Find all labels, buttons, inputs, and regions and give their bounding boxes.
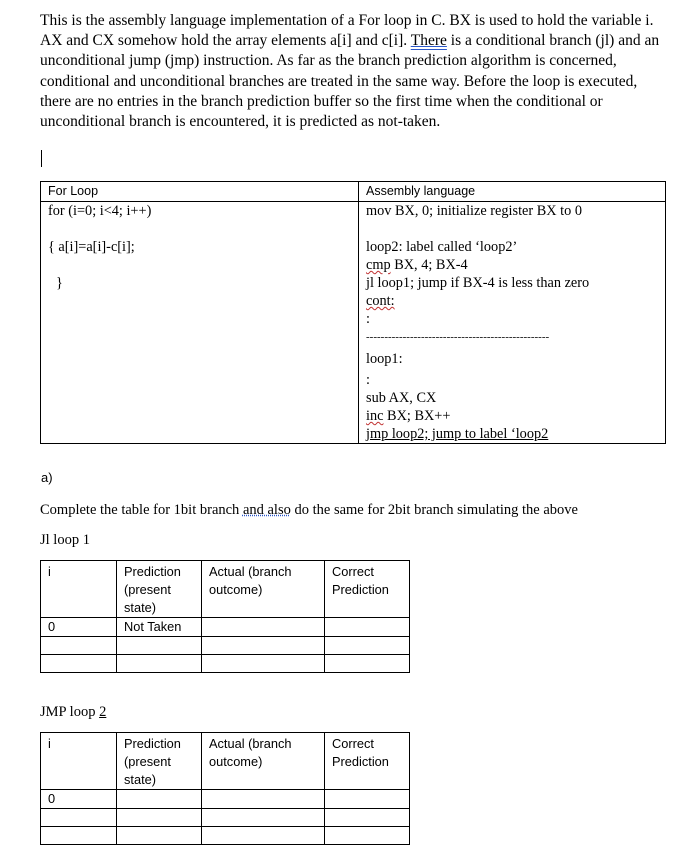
asm-line-jmp: jmp loop2; jump to label ‘loop2: [366, 426, 549, 442]
table2-cell[interactable]: 0: [41, 790, 117, 809]
code-table: [40, 181, 666, 444]
table-row: [41, 655, 410, 673]
instruction-text-underlined: and also: [242, 502, 291, 518]
asm-line-jl: jl loop1; jump if BX-4 is less than zero: [366, 275, 590, 291]
table2-header-row: [41, 733, 410, 790]
asm-cmp-operands: BX, 4; BX-4: [390, 257, 468, 273]
c-line-close: }: [56, 275, 63, 291]
table-row: [41, 809, 410, 827]
instruction-text-1: Complete the table for 1bit branch: [40, 502, 243, 518]
code-header-left: For Loop: [41, 182, 359, 202]
table2-header-i: i: [41, 733, 117, 790]
table2-title: [40, 704, 106, 721]
table1-header-prediction: Prediction (present state): [117, 561, 202, 618]
table2-cell[interactable]: [202, 790, 325, 809]
asm-line-loop1: loop1:: [366, 351, 403, 367]
asm-line-colon-2: :: [366, 372, 370, 388]
table2-cell[interactable]: [117, 790, 202, 809]
table1-cell[interactable]: [202, 637, 325, 655]
c-line-body: { a[i]=a[i]-c[i];: [48, 239, 135, 255]
asm-code-cell: [359, 202, 666, 444]
asm-line-inc: [366, 407, 658, 425]
table2-header-prediction: Prediction (present state): [117, 733, 202, 790]
table2-title-number: 2: [99, 704, 107, 720]
table2-header-actual: Actual (branch outcome): [202, 733, 325, 790]
instruction-text: [40, 502, 578, 519]
intro-text-underlined: There: [410, 32, 447, 50]
table1-cell[interactable]: 0: [41, 618, 117, 637]
table1-header-i: i: [41, 561, 117, 618]
table2-title-text: JMP loop: [40, 704, 100, 720]
table1-title: Jl loop 1: [40, 532, 90, 548]
asm-line-loop2: loop2: label called ‘loop2’: [366, 239, 518, 255]
table2-cell[interactable]: [117, 827, 202, 845]
table-row: [41, 790, 410, 809]
table-row: [41, 827, 410, 845]
part-a-label: a): [41, 470, 53, 485]
asm-inc-operands: BX; BX++: [383, 408, 451, 424]
table1-cell[interactable]: [325, 637, 410, 655]
table1-cell[interactable]: [117, 655, 202, 673]
table2-cell[interactable]: [325, 827, 410, 845]
table1-header-correct: Correct Prediction: [325, 561, 410, 618]
table1-cell[interactable]: [41, 655, 117, 673]
table1-cell[interactable]: [117, 637, 202, 655]
table1-cell[interactable]: [325, 655, 410, 673]
table2-cell[interactable]: [325, 790, 410, 809]
table1-header-actual: Actual (branch outcome): [202, 561, 325, 618]
asm-line-colon-1: :: [366, 311, 370, 327]
instruction-text-2: do the same for 2bit branch simulating the above: [290, 502, 578, 518]
table2-cell[interactable]: [41, 809, 117, 827]
code-header-right: Assembly language: [359, 182, 666, 202]
table1-cell[interactable]: [202, 618, 325, 637]
intro-text-2: is a conditional branch (jl) and an unconditional jump (jmp) instruction. As far as the branch prediction algorithm is concerned, conditional and unconditional branches are treated in the same way. Before the loop is executed, there are no entries in the branch prediction buffer so the first time when the conditional or unconditional branch is encountered, it is predicted as not-taken.: [40, 32, 660, 131]
jl-loop1-table: [40, 560, 410, 673]
intro-paragraph: [40, 11, 665, 132]
table1-cell[interactable]: [41, 637, 117, 655]
asm-line-cont: cont:: [366, 293, 395, 309]
asm-line-sub: sub AX, CX: [366, 390, 437, 406]
asm-cmp-keyword: cmp: [366, 257, 391, 273]
table1-cell[interactable]: Not Taken: [117, 618, 202, 637]
asm-line-mov: mov BX, 0; initialize register BX to 0: [366, 203, 583, 219]
table-row: [41, 618, 410, 637]
table2-cell[interactable]: [325, 809, 410, 827]
c-line-for: for (i=0; i<4; i++): [48, 203, 152, 219]
jmp-loop2-table: [40, 732, 410, 845]
intro-text-1: This is the assembly language implementation of a For loop in C. BX is used to hold the variable i. AX and CX somehow hold the array elements a[i] and c[i].: [40, 12, 654, 50]
asm-line-cmp: [366, 256, 658, 274]
table1-header-row: [41, 561, 410, 618]
table2-cell[interactable]: [202, 809, 325, 827]
table2-header-correct: Correct Prediction: [325, 733, 410, 790]
table1-cell[interactable]: [325, 618, 410, 637]
table-row: [41, 637, 410, 655]
asm-inc-keyword: inc: [366, 408, 384, 424]
table2-cell[interactable]: [41, 827, 117, 845]
c-code-cell: [41, 202, 359, 444]
asm-separator: --------------------------------------------------: [366, 331, 550, 343]
table2-cell[interactable]: [202, 827, 325, 845]
text-cursor: [41, 150, 42, 167]
table2-cell[interactable]: [117, 809, 202, 827]
table1-cell[interactable]: [202, 655, 325, 673]
